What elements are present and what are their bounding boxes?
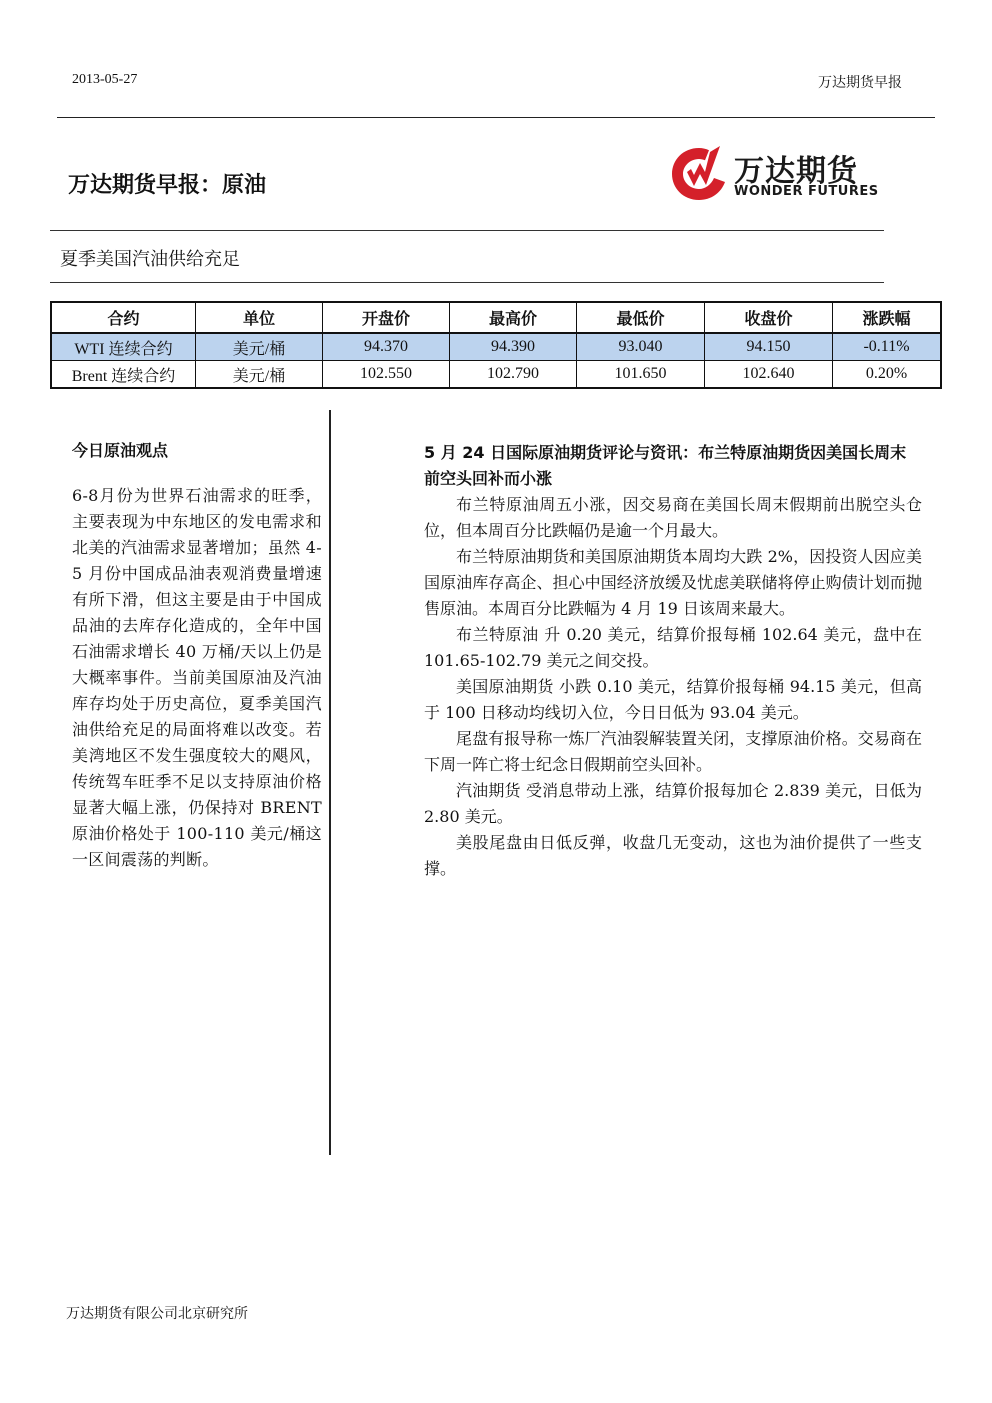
news-heading: 5 月 24 日国际原油期货评论与资讯：布兰特原油期货因美国长周末前空头回补而小涨 xyxy=(424,443,907,488)
cell-open: 102.550 xyxy=(323,361,450,389)
subtitle-rule-bottom xyxy=(50,282,884,283)
subtitle-rule-top xyxy=(50,230,884,231)
cell-change: -0.11% xyxy=(833,333,942,361)
cell-contract: Brent 连续合约 xyxy=(51,361,196,389)
col-header-low: 最低价 xyxy=(577,302,705,333)
news-paragraph: 布兰特原油周五小涨，因交易商在美国长周末假期前出脱空头仓位，但本周百分比跌幅仍是逾一个月最大。 xyxy=(424,495,922,540)
logo-text-cn: 万达期货 xyxy=(734,154,858,189)
col-header-unit: 单位 xyxy=(196,302,323,333)
news-paragraph: 布兰特原油期货和美国原油期货本周均大跌 2%，因投资人因应美国原油库存高企、担心中国经济放缓及忧虑美联储将停止购债计划而抛售原油。本周百分比跌幅为 4 月 19 日该周来最大。 xyxy=(424,547,922,618)
col-header-open: 开盘价 xyxy=(323,302,450,333)
page-title: 万达期货早报：原油 xyxy=(68,173,267,198)
cell-unit: 美元/桶 xyxy=(196,333,323,361)
cell-high: 94.390 xyxy=(450,333,577,361)
cell-contract: WTI 连续合约 xyxy=(51,333,196,361)
news-paragraph: 美股尾盘由日低反弹，收盘几无变动，这也为油价提供了一些支撑。 xyxy=(424,833,922,878)
cell-change: 0.20% xyxy=(833,361,942,389)
col-header-high: 最高价 xyxy=(450,302,577,333)
cell-high: 102.790 xyxy=(450,361,577,389)
news-paragraph: 布兰特原油 升 0.20 美元，结算价报每桶 102.64 美元，盘中在 101.65-102.79 美元之间交投。 xyxy=(424,625,922,670)
outlook-heading: 今日原油观点 xyxy=(72,441,169,460)
col-header-close: 收盘价 xyxy=(705,302,833,333)
table-row xyxy=(51,361,941,389)
cell-open: 94.370 xyxy=(323,333,450,361)
outlook-column xyxy=(72,438,322,873)
header-report-name: 万达期货早报 xyxy=(818,75,902,91)
col-header-contract: 合约 xyxy=(51,302,196,333)
price-table xyxy=(50,301,942,389)
footer-company: 万达期货有限公司北京研究所 xyxy=(66,1306,248,1322)
table-header-row xyxy=(51,302,941,333)
table-row xyxy=(51,333,941,361)
report-date: 2013-05-27 xyxy=(72,72,138,87)
col-header-change: 涨跌幅 xyxy=(833,302,942,333)
news-column xyxy=(424,440,922,882)
cell-close: 94.150 xyxy=(705,333,833,361)
outlook-body: 6-8月份为世界石油需求的旺季，主要表现为中东地区的发电需求和北美的汽油需求显著增加；虽然 4-5 月份中国成品油表观消费量增速有所下滑，但这主要是由于中国成品油的去库存化造成的，全年中国石油需求增长 40 万桶/天以上仍是大概率事件。当前美国原油及汽油库存均处于历史高位，夏季美国汽油供给充足的局面将难以改变。若美湾地区不发生强度较大的飓风，传统驾车旺季不足以支持原油价格显著大幅上涨，仍保持对 BRENT 原油价格处于 100-110 美元/桶这一区间震荡的判断。 xyxy=(72,486,322,869)
logo-text-en: WONDER FUTURES xyxy=(734,184,879,199)
header-rule xyxy=(57,117,935,118)
wonder-futures-logo-icon xyxy=(670,142,728,204)
column-divider xyxy=(329,410,331,1155)
cell-close: 102.640 xyxy=(705,361,833,389)
news-paragraph: 尾盘有报导称一炼厂汽油裂解装置关闭，支撑原油价格。交易商在下周一阵亡将士纪念日假期前空头回补。 xyxy=(424,729,922,774)
news-paragraph: 汽油期货 受消息带动上涨，结算价报每加仑 2.839 美元，日低为 2.80 美元。 xyxy=(424,781,922,826)
company-logo xyxy=(670,142,880,204)
subtitle: 夏季美国汽油供给充足 xyxy=(60,249,240,270)
cell-low: 101.650 xyxy=(577,361,705,389)
cell-low: 93.040 xyxy=(577,333,705,361)
news-paragraph: 美国原油期货 小跌 0.10 美元，结算价报每桶 94.15 美元，但高于 100 日移动均线切入位，今日日低为 93.04 美元。 xyxy=(424,677,922,722)
cell-unit: 美元/桶 xyxy=(196,361,323,389)
